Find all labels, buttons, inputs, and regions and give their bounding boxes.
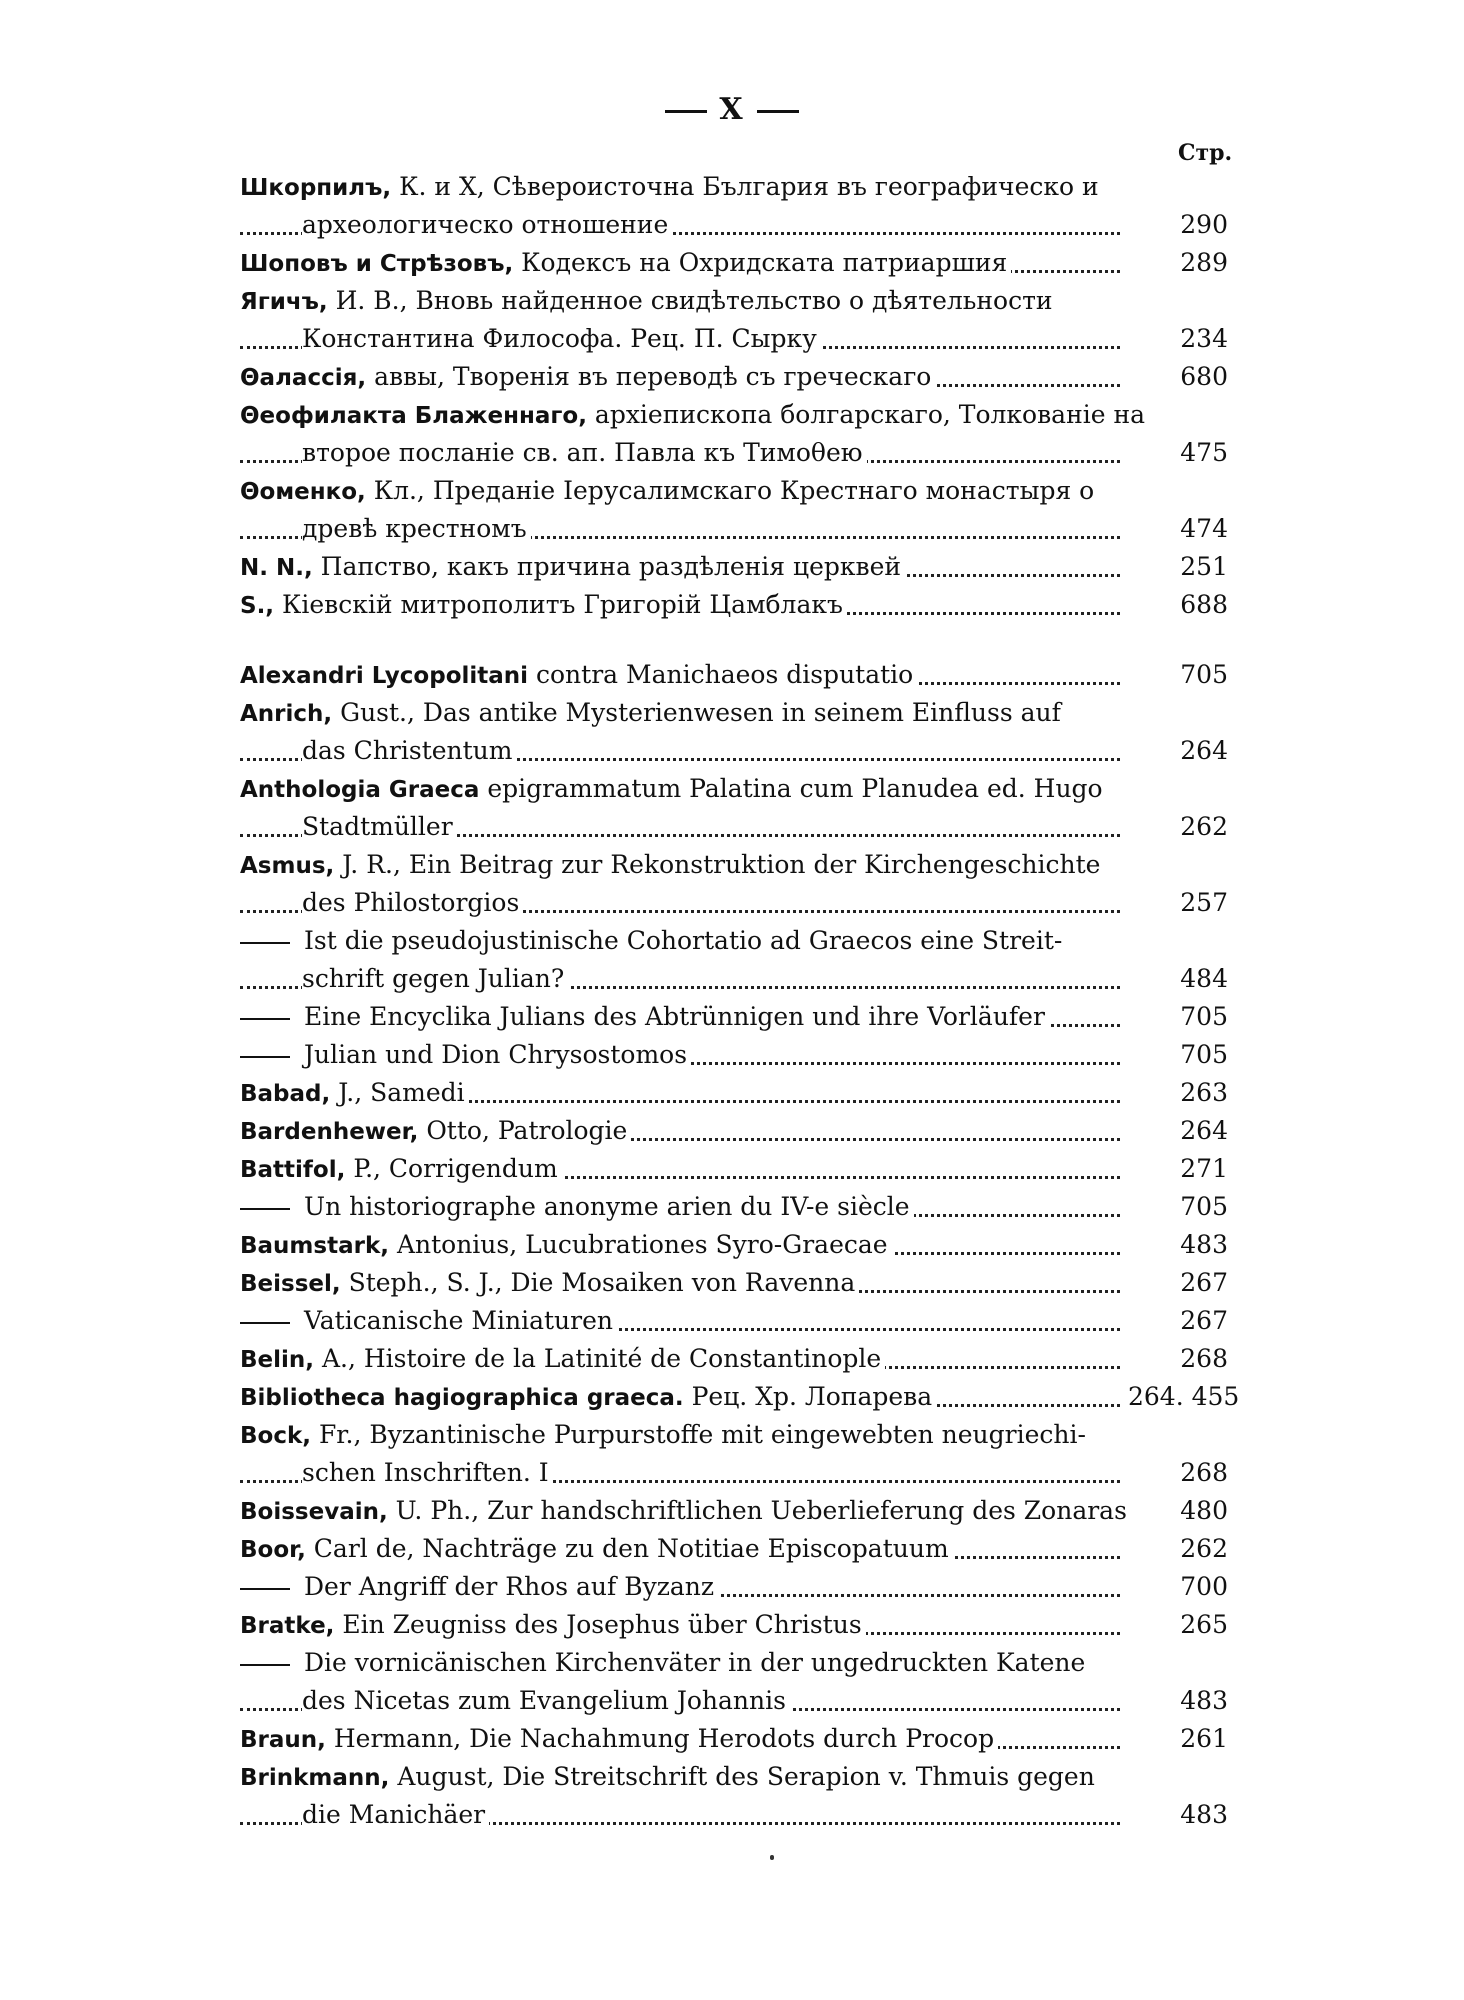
entry-line: [240, 168, 1240, 206]
ditto-rule: [240, 1664, 290, 1666]
entry-text: [240, 1078, 469, 1107]
entry-text: [240, 774, 1103, 803]
entry-line: [240, 1188, 1240, 1226]
entry-title: археологическо отношение: [302, 210, 669, 239]
entry-text: [240, 1724, 998, 1753]
index-entry: [240, 1606, 1240, 1644]
page-number-dash-left: [665, 110, 707, 113]
entry-heading: Θеофилакта Блаженнаго,: [240, 403, 587, 429]
entry-title: И. В., Вновь найденное свидѣтельство о дѣятельности: [335, 286, 1053, 315]
ditto-rule: [240, 1208, 290, 1210]
index-entry: [240, 770, 1240, 846]
entry-heading: Brinkmann,: [240, 1765, 390, 1791]
page-reference: 705: [1128, 1036, 1228, 1074]
entry-line: [240, 472, 1240, 510]
entry-heading: Θалассія,: [240, 365, 367, 391]
entry-text: [240, 850, 1100, 879]
entry-text: [240, 590, 847, 619]
page-reference: 257: [1128, 884, 1228, 922]
entry-title: Кодексъ на Охридската патриаршия: [521, 248, 1008, 277]
stray-mark: [770, 1855, 774, 1860]
entry-text: [240, 286, 1053, 315]
entry-title: Otto, Patrologie: [426, 1116, 628, 1145]
index-entry: [240, 1492, 1240, 1530]
entry-text: [240, 476, 1094, 505]
entry-heading: Anrich,: [240, 701, 333, 727]
entry-title: Hermann, Die Nachahmung Herodots durch Procop: [333, 1724, 995, 1753]
entry-text: [240, 1040, 691, 1069]
page-number: [0, 92, 1464, 127]
entry-line: [240, 1150, 1240, 1188]
entry-title: Julian und Dion Chrysostomos: [304, 1040, 688, 1069]
index-entry: [240, 168, 1240, 244]
entry-text: [240, 1496, 1131, 1525]
entry-line: [240, 1036, 1240, 1074]
index-entry: [240, 1720, 1240, 1758]
entry-line: [240, 1416, 1240, 1454]
page-reference: 271: [1128, 1150, 1228, 1188]
entry-title: August, Die Streitschrift des Serapion v. Thmuis gegen: [397, 1762, 1095, 1791]
entry-continuation-line: [240, 884, 1240, 922]
index-entry: [240, 1378, 1240, 1416]
entry-line: [240, 770, 1240, 808]
entry-heading: S.,: [240, 593, 275, 619]
entry-text: [240, 1268, 859, 1297]
page-reference: 289: [1128, 244, 1228, 282]
page-reference: 290: [1128, 206, 1228, 244]
entry-title: Рец. Хр. Лопарева: [691, 1382, 933, 1411]
entry-text: [302, 514, 531, 543]
entry-text: [240, 698, 1061, 727]
entry-line: [240, 656, 1240, 694]
entry-text: [302, 1800, 489, 1829]
entry-heading: Шкорпилъ,: [240, 175, 392, 201]
index-entry: [240, 846, 1240, 922]
index-entry: [240, 922, 1240, 998]
page-reference: 705: [1128, 656, 1228, 694]
entry-title: epigrammatum Palatina cum Planudea ed. Hugo: [487, 774, 1103, 803]
entry-title: Ist die pseudojustinische Cohortatio ad Graecos eine Streit-: [304, 926, 1063, 955]
entry-line: [240, 998, 1240, 1036]
index-entry: [240, 1074, 1240, 1112]
ditto-rule: [240, 942, 290, 944]
entry-line: [240, 1112, 1240, 1150]
entry-line: [240, 548, 1240, 586]
page-reference: 264: [1128, 1112, 1228, 1150]
entry-heading: Шоповъ и Стрѣзовъ,: [240, 251, 514, 277]
page-reference: 705: [1128, 1188, 1228, 1226]
entry-heading: Boor,: [240, 1537, 306, 1563]
page-reference: 475: [1128, 434, 1228, 472]
entry-line: [240, 282, 1240, 320]
index-entry: [240, 1188, 1240, 1226]
page-reference: 262: [1128, 808, 1228, 846]
entry-heading: Θоменко,: [240, 479, 366, 505]
page-reference: 265: [1128, 1606, 1228, 1644]
index-entry: [240, 472, 1240, 548]
page-reference: 251: [1128, 548, 1228, 586]
entry-line: [240, 1644, 1240, 1682]
entry-line: [240, 846, 1240, 884]
entry-line: [240, 1606, 1240, 1644]
page-reference: 688: [1128, 586, 1228, 624]
entry-title: U. Ph., Zur handschriftlichen Ueberlieferung des Zonaras: [395, 1496, 1127, 1525]
entry-continuation-line: [240, 206, 1240, 244]
entry-title: J. R., Ein Beitrag zur Rekonstruktion der Kirchengeschichte: [342, 850, 1101, 879]
entry-text: [302, 1686, 790, 1715]
entry-line: [240, 694, 1240, 732]
index-entry: [240, 358, 1240, 396]
entry-text: [302, 964, 568, 993]
entry-title: des Nicetas zum Evangelium Johannis: [302, 1686, 786, 1715]
cyrillic-index-section: [240, 168, 1240, 624]
entry-title: архіепископа болгарскаго, Толкованіе на: [594, 400, 1146, 429]
page-reference: 268: [1128, 1340, 1228, 1378]
entry-text: [240, 660, 917, 689]
entry-continuation-line: [240, 434, 1240, 472]
page-reference: 267: [1128, 1302, 1228, 1340]
entry-title: Eine Encyclika Julians des Abtrünnigen und ihre Vorläufer: [304, 1002, 1045, 1031]
entry-heading: N. N.,: [240, 555, 313, 581]
entry-line: [240, 1340, 1240, 1378]
entry-line: [240, 1074, 1240, 1112]
index-entry: [240, 396, 1240, 472]
entry-title: К. и X, Сѣвероисточна България въ географическо и: [399, 172, 1099, 201]
page-reference: 262: [1128, 1530, 1228, 1568]
page-number-dash-right: [757, 110, 799, 113]
entry-title: P., Corrigendum: [353, 1154, 558, 1183]
page-reference: 267: [1128, 1264, 1228, 1302]
entry-title: второе посланіе св. ап. Павла къ Тимоθею: [302, 438, 863, 467]
entry-title: A., Histoire de la Latinité de Constantinople: [321, 1344, 882, 1373]
entry-title: Кл., Преданіе Іерусалимскаго Крестнаго монастыря о: [373, 476, 1095, 505]
entry-line: [240, 1568, 1240, 1606]
entry-heading: Babad,: [240, 1081, 331, 1107]
index-entry: [240, 1340, 1240, 1378]
entry-text: [302, 210, 672, 239]
index-entry: [240, 1416, 1240, 1492]
entry-title: Ein Zeugniss des Josephus über Christus: [342, 1610, 862, 1639]
entry-continuation-line: [240, 1682, 1240, 1720]
entry-text: [302, 736, 517, 765]
entry-text: [240, 552, 905, 581]
entry-text: [302, 812, 457, 841]
index-entry: [240, 1644, 1240, 1720]
entry-line: [240, 244, 1240, 282]
entry-continuation-line: [240, 320, 1240, 358]
entry-text: [302, 324, 821, 353]
page-reference: 264: [1128, 732, 1228, 770]
page-reference: 680: [1128, 358, 1228, 396]
entry-title: Der Angriff der Rhos auf Byzanz: [304, 1572, 715, 1601]
index-entry: [240, 1530, 1240, 1568]
entry-line: [240, 1226, 1240, 1264]
entry-title: Un historiographe anonyme arien du IV-e siècle: [304, 1192, 910, 1221]
entry-title: Константина Философа. Рец. П. Сырку: [302, 324, 817, 353]
entry-title: J., Samedi: [338, 1078, 465, 1107]
index-entry: [240, 1150, 1240, 1188]
ditto-rule: [240, 1056, 290, 1058]
entry-continuation-line: [240, 1454, 1240, 1492]
entry-heading: Beissel,: [240, 1271, 341, 1297]
entry-continuation-line: [240, 510, 1240, 548]
entry-continuation-line: [240, 1796, 1240, 1834]
entry-line: [240, 922, 1240, 960]
entry-title: Gust., Das antike Mysterienwesen in seinem Einfluss auf: [340, 698, 1061, 727]
entry-title: Stadtmüller: [302, 812, 453, 841]
entry-text: [302, 888, 523, 917]
entry-line: [240, 358, 1240, 396]
index-entry: [240, 1264, 1240, 1302]
index-entry: [240, 548, 1240, 586]
entry-title: Carl de, Nachträge zu den Notitiae Episcopatuum: [313, 1534, 949, 1563]
entry-title: Кіевскій митрополитъ Григорій Цамблакъ: [282, 590, 843, 619]
entry-text: [240, 1762, 1095, 1791]
entry-title: аввы, Творенія въ переводѣ съ греческаго: [374, 362, 932, 391]
entry-line: [240, 586, 1240, 624]
entry-text: [240, 1154, 562, 1183]
entry-heading: Baumstark,: [240, 1233, 389, 1259]
index-entry: [240, 282, 1240, 358]
page-reference: 483: [1128, 1682, 1228, 1720]
index-entry: [240, 1036, 1240, 1074]
entry-continuation-line: [240, 732, 1240, 770]
entry-text: [240, 1192, 914, 1221]
entry-line: [240, 396, 1240, 434]
page-reference: 705: [1128, 998, 1228, 1036]
entry-title: des Philostorgios: [302, 888, 520, 917]
entry-text: [302, 438, 867, 467]
entry-heading: Alexandri Lycopolitani: [240, 663, 529, 689]
entry-text: [240, 1534, 953, 1563]
entry-line: [240, 1378, 1240, 1416]
entry-title: древѣ крестномъ: [302, 514, 527, 543]
page-reference: 234: [1128, 320, 1228, 358]
entry-continuation-line: [240, 808, 1240, 846]
entry-heading: Bock,: [240, 1423, 311, 1449]
entry-heading: Bratke,: [240, 1613, 335, 1639]
entry-text: [240, 1382, 936, 1411]
entry-text: [240, 1648, 1085, 1677]
entry-title: Fr., Byzantinische Purpurstoffe mit eingewebten neugriechi-: [318, 1420, 1086, 1449]
index-entry: [240, 656, 1240, 694]
entry-title: Папство, какъ причина раздѣленія церквей: [320, 552, 902, 581]
entry-text: [240, 1420, 1086, 1449]
index-entry: [240, 586, 1240, 624]
entry-text: [302, 1458, 553, 1487]
entry-title: schrift gegen Julian?: [302, 964, 565, 993]
index-entry: [240, 1758, 1240, 1834]
entry-title: das Christentum: [302, 736, 513, 765]
page-reference: 474: [1128, 510, 1228, 548]
entry-heading: Ягичъ,: [240, 289, 328, 315]
entry-text: [240, 1230, 892, 1259]
entry-heading: Asmus,: [240, 853, 335, 879]
entry-title: contra Manichaeos disputatio: [536, 660, 914, 689]
entry-text: [240, 1306, 617, 1335]
entry-text: [240, 1116, 631, 1145]
entry-line: [240, 1492, 1240, 1530]
entry-heading: Bibliotheca hagiographica graeca.: [240, 1385, 684, 1411]
entry-text: [240, 248, 1011, 277]
entry-heading: Bardenhewer,: [240, 1119, 419, 1145]
index-entry: [240, 244, 1240, 282]
ditto-rule: [240, 1018, 290, 1020]
entry-text: [240, 1610, 866, 1639]
entry-title: Vaticanische Miniaturen: [304, 1306, 613, 1335]
entry-heading: Anthologia Graeca: [240, 777, 480, 803]
entry-text: [240, 362, 935, 391]
ditto-rule: [240, 1322, 290, 1324]
page-reference: 483: [1128, 1226, 1228, 1264]
entry-title: Steph., S. J., Die Mosaiken von Ravenna: [348, 1268, 856, 1297]
latin-index-section: [240, 656, 1240, 1834]
page-reference: 263: [1128, 1074, 1228, 1112]
ditto-rule: [240, 1588, 290, 1590]
entry-heading: Braun,: [240, 1727, 326, 1753]
page-reference: 484: [1128, 960, 1228, 998]
entry-line: [240, 1264, 1240, 1302]
page-reference: 700: [1128, 1568, 1228, 1606]
page-reference: 483: [1128, 1796, 1228, 1834]
entry-title: die Manichäer: [302, 1800, 486, 1829]
page-reference: 264. 455: [1128, 1378, 1228, 1416]
entry-continuation-line: [240, 960, 1240, 998]
index-entry: [240, 998, 1240, 1036]
entry-text: [240, 1572, 718, 1601]
index-entry: [240, 1112, 1240, 1150]
entry-heading: Belin,: [240, 1347, 315, 1373]
entry-text: [240, 172, 1099, 201]
entry-line: [240, 1720, 1240, 1758]
entry-title: Die vornicänischen Kirchenväter in der ungedruckten Katene: [304, 1648, 1086, 1677]
entry-text: [240, 926, 1062, 955]
index-entry: [240, 694, 1240, 770]
page-reference: 480: [1128, 1492, 1228, 1530]
entry-line: [240, 1302, 1240, 1340]
index-entry: [240, 1226, 1240, 1264]
entry-heading: Battifol,: [240, 1157, 346, 1183]
entry-title: schen Inschriften. I: [302, 1458, 549, 1487]
entry-text: [240, 1002, 1049, 1031]
entry-line: [240, 1530, 1240, 1568]
entry-text: [240, 1344, 885, 1373]
index-entry: [240, 1302, 1240, 1340]
page-marker: X: [719, 92, 745, 127]
entry-line: [240, 1758, 1240, 1796]
entry-title: Antonius, Lucubrationes Syro-Graecae: [396, 1230, 888, 1259]
page-reference: 268: [1128, 1454, 1228, 1492]
page-reference: 261: [1128, 1720, 1228, 1758]
page-column-header: Стр.: [1178, 140, 1233, 166]
entry-text: [240, 400, 1145, 429]
index-entry: [240, 1568, 1240, 1606]
entry-heading: Boissevain,: [240, 1499, 388, 1525]
